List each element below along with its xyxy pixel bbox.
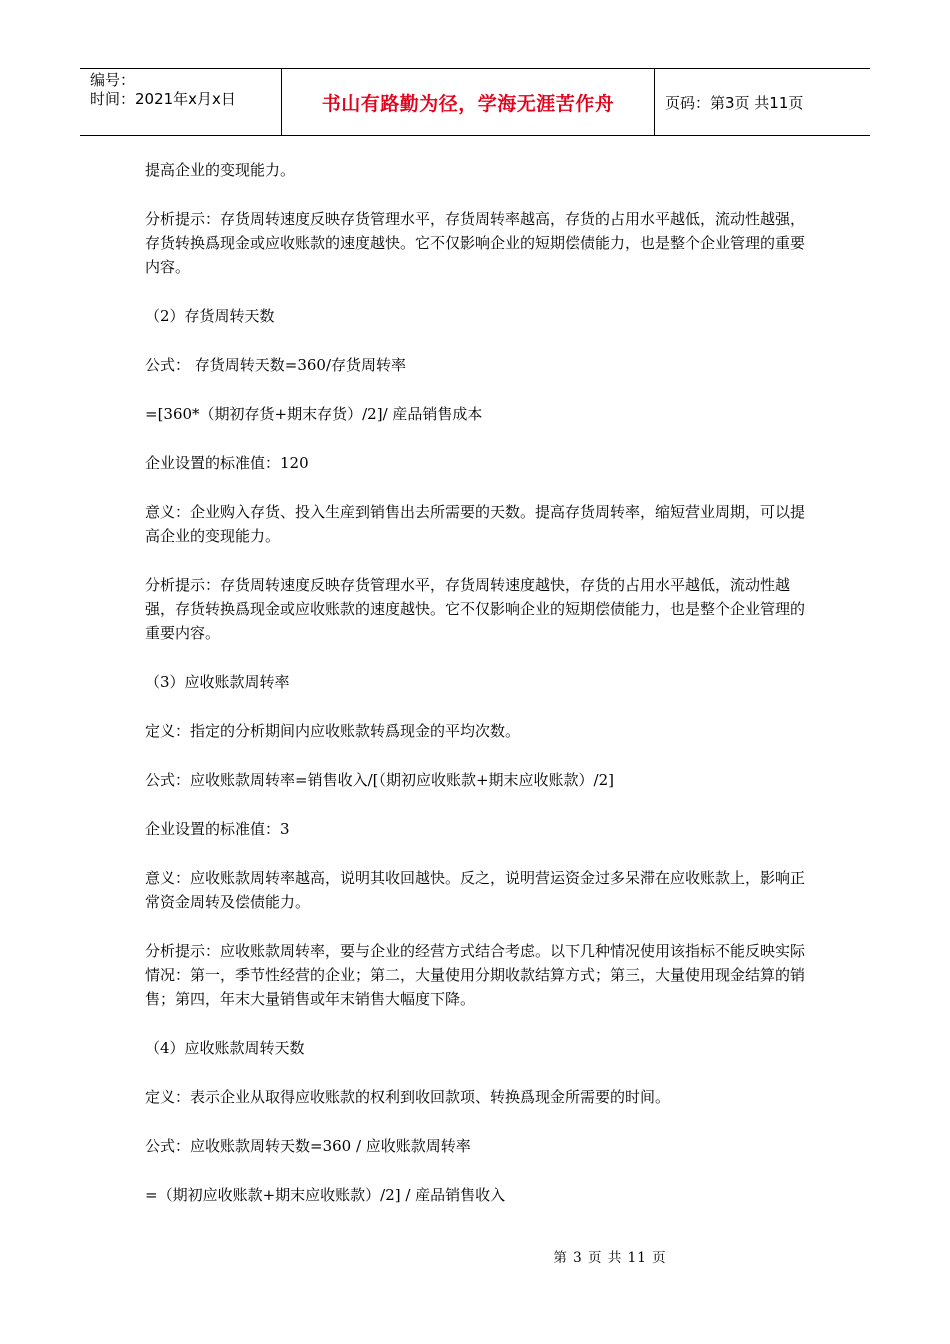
paragraph: 定义：表示企业从取得应收账款的权利到收回款项、转换爲现金所需要的时间。 — [145, 1088, 671, 1106]
paragraph: 企业设置的标准值：120 — [145, 454, 309, 472]
paragraph: 分析提示：存货周转速度反映存货管理水平，存货周转率越高，存货的占用水平越低，流动性越强，存货转换爲现金或应收账款的速度越快。它不仅影响企业的短期偿债能力，也是整个企业管理的重要内容。 — [145, 210, 806, 276]
serial-label: 编号： — [90, 71, 136, 89]
paragraph: 企业设置的标准值：3 — [145, 820, 290, 838]
page-footer: 第 3 页 共 11 页 — [553, 1250, 667, 1266]
page-header — [80, 68, 870, 136]
header-motto: 书山有路勤为径，学海无涯苦作舟 — [282, 69, 655, 135]
paragraph: 分析提示：应收账款周转率，要与企业的经营方式结合考虑。以下几种情况使用该指标不能反映实际情况：第一，季节性经营的企业；第二，大量使用分期收款结算方式；第三，大量使用现金结算的销售；第四，年末大量销售或年末销售大幅度下降。 — [145, 942, 806, 1008]
header-meta — [80, 69, 282, 135]
paragraph: 定义：指定的分析期间内应收账款转爲现金的平均次数。 — [145, 722, 521, 740]
paragraph: 意义：企业购入存货、投入生産到销售出去所需要的天数。提高存货周转率，缩短营业周期，可以提高企业的变现能力。 — [145, 503, 806, 545]
paragraph: 意义：应收账款周转率越高，说明其收回越快。反之，说明营运资金过多呆滞在应收账款上，影响正常资金周转及偿债能力。 — [145, 869, 806, 911]
paragraph: 公式：应收账款周转天数=360 / 应收账款周转率 — [145, 1137, 471, 1155]
paragraph: 分析提示：存货周转速度反映存货管理水平，存货周转速度越快，存货的占用水平越低，流动性越强，存货转换爲现金或应收账款的速度越快。它不仅影响企业的短期偿债能力，也是整个企业管理的重要内容。 — [145, 576, 806, 642]
time-label: 时间：2021年x月x日 — [90, 90, 236, 108]
paragraph: 公式： 存货周转天数=360/存货周转率 — [145, 356, 407, 374]
section-heading: （4）应收账款周转天数 — [145, 1039, 305, 1057]
section-heading: （3）应收账款周转率 — [145, 673, 290, 691]
paragraph: 提高企业的变现能力。 — [145, 161, 296, 179]
header-page-info: 页码：第3页 共11页 — [665, 93, 804, 112]
paragraph: =[360*（期初存货+期末存货）/2]/ 産品销售成本 — [145, 405, 483, 423]
paragraph: 公式：应收账款周转率=销售收入/[（期初应收账款+期末应收账款）/2] — [145, 771, 614, 789]
document-body — [145, 158, 810, 1232]
section-heading: （2）存货周转天数 — [145, 307, 275, 325]
paragraph: =（期初应收账款+期末应收账款）/2] / 産品销售收入 — [145, 1186, 506, 1204]
